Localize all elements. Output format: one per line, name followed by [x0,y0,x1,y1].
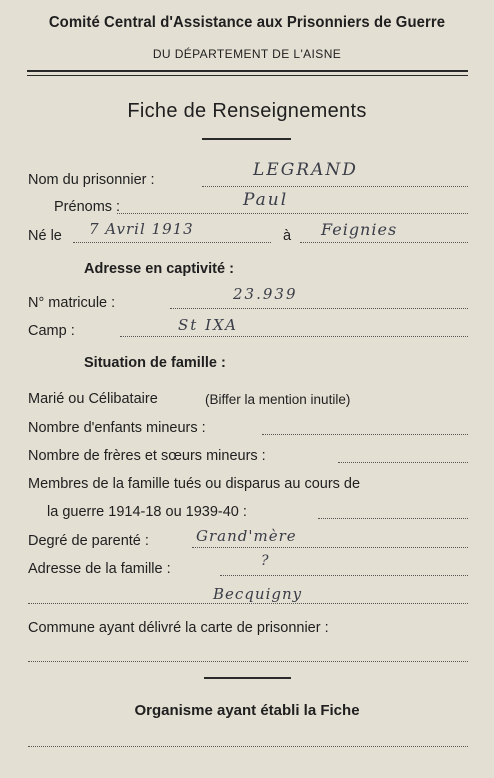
header-rule-bottom [27,75,468,76]
nom-value: LEGRAND [253,160,358,180]
prenoms-label: Prénoms : [54,199,121,215]
organisme-line [28,746,468,747]
a-line [300,242,468,243]
nom-label: Nom du prisonnier : [28,172,155,188]
adresse-famille-value-2: Becquigny [213,585,303,603]
adresse-famille-value: ? [261,553,271,569]
matricule-value: 23.939 [233,285,298,303]
matricule-line [170,308,468,309]
marie-label: Marié ou Célibataire [28,391,158,407]
form-title: Fiche de Renseignements [127,100,367,122]
captivite-heading: Adresse en captivité : [84,261,234,277]
parente-label: Degré de parenté : [28,533,149,549]
famille-heading: Situation de famille : [84,355,226,371]
committee-header: Comité Central d'Assistance aux Prisonniers de Guerre [48,14,446,31]
department-subheader: DU DÉPARTEMENT DE L'AISNE [152,47,342,61]
header-rule-top [27,70,468,72]
prenoms-line [117,213,468,214]
prenoms-value: Paul [243,190,289,210]
ne-le-value: 7 Avril 1913 [89,220,194,238]
commune-label: Commune ayant délivré la carte de prisonnier : [28,620,329,636]
marie-note: (Biffer la mention inutile) [205,392,351,407]
organisme-heading: Organisme ayant établi la Fiche [134,702,360,719]
freres-line [338,462,468,463]
section-divider [204,677,291,679]
freres-label: Nombre de frères et sœurs mineurs : [28,448,266,464]
enfants-label: Nombre d'enfants mineurs : [28,420,206,436]
membres-label-line1: Membres de la famille tués ou disparus au cours de [28,476,361,492]
membres-line [318,518,468,519]
adresse-famille-line-2 [28,603,468,604]
adresse-famille-line [220,575,468,576]
camp-label: Camp : [28,323,75,339]
matricule-label: N° matricule : [28,295,116,311]
ne-le-label: Né le [28,228,62,244]
ne-le-line [73,242,271,243]
parente-line [192,547,468,548]
camp-line [120,336,468,337]
adresse-famille-label: Adresse de la famille : [28,561,171,577]
membres-label-line2: la guerre 1914-18 ou 1939-40 : [47,504,247,520]
commune-line [28,661,468,662]
enfants-line [262,434,468,435]
a-label: à [283,228,292,244]
nom-line [202,186,468,187]
parente-value: Grand'mère [196,527,297,545]
title-underline [202,138,291,140]
camp-value: St IXA [178,316,238,334]
a-value: Feignies [321,220,398,239]
